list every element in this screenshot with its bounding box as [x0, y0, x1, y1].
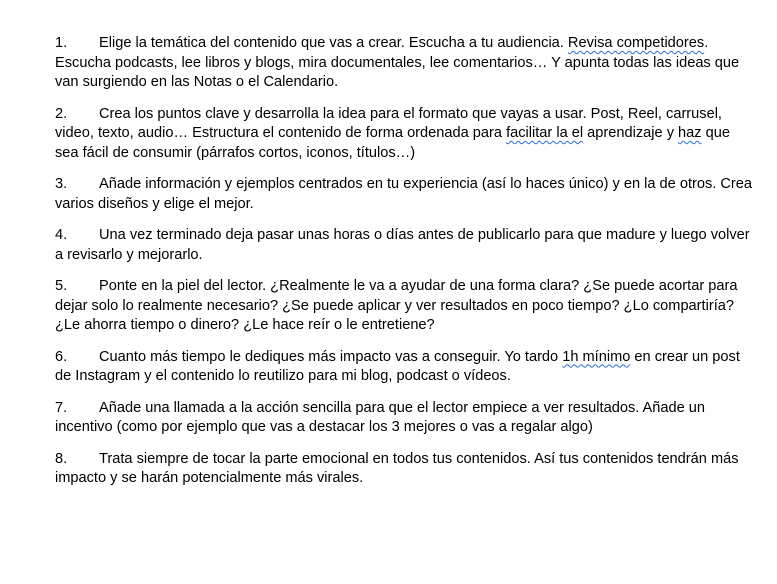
item-number: 4.	[55, 227, 68, 244]
list-item-1	[55, 34, 755, 93]
list-item-4	[55, 226, 755, 265]
item-number: 7.	[55, 399, 68, 416]
item-text: que sea fácil de consumir (párrafos cortos, iconos, títulos…)	[55, 125, 730, 161]
item-text: Añade una llamada a la acción sencilla para que el lector empiece a ver resultados. Añade un incentivo (como por ejemplo que vas a destacar los 3 mejores o vas a regalar algo)	[55, 399, 706, 436]
item-number: 1.	[55, 35, 68, 51]
item-number: 3.	[55, 176, 68, 193]
item-number: 5.	[55, 278, 68, 295]
spelling-flagged-text: haz	[678, 125, 702, 142]
item-text: . Escucha podcasts, lee libros y blogs, mira documentales, lee comentarios… Y apunta todas las ideas que van surgiendo en las Notas o el Calendario.	[55, 35, 740, 91]
item-text: Añade información y ejemplos centrados en tu experiencia (así lo haces único) y en la de otros. Crea varios diseños y elige el mejor.	[55, 176, 753, 212]
list-item-2	[55, 105, 755, 164]
list-item-7	[55, 399, 755, 438]
item-text: en crear un post de Instagram y el contenido lo reutilizo para mi blog, podcast o vídeos.	[55, 348, 740, 385]
list-item-6	[55, 348, 755, 387]
spelling-flagged-text: 1h mínimo	[562, 348, 631, 365]
spelling-flagged-text: Revisa competidores	[567, 35, 705, 51]
item-text: Trata siempre de tocar la parte emocional en todos tus contenidos. Así tus contenidos tendrán más impacto y se harán potencialmente más virales.	[55, 450, 739, 487]
item-text: Una vez terminado deja pasar unas horas o días antes de publicarlo para que madure y luego volver a revisarlo y mejorarlo.	[55, 227, 750, 263]
item-text: aprendizaje y	[583, 125, 679, 142]
list-item-3	[55, 175, 755, 214]
list-item-8	[55, 450, 755, 489]
list-item-5	[55, 277, 755, 336]
item-number: 8.	[55, 450, 68, 467]
item-text: Cuanto más tiempo le dediques más impacto vas a conseguir. Yo tardo	[99, 348, 563, 365]
item-text: Ponte en la piel del lector. ¿Realmente le va a ayudar de una forma clara? ¿Se puede acortar para dejar solo lo realmente necesario? ¿Se puede aplicar y ver resultados en poco tiempo? ¿Lo compartiría? ¿Le ahorra tiempo o dinero? ¿Le hace reír o le entretiene?	[55, 278, 738, 334]
item-number: 2.	[55, 105, 68, 122]
item-number: 6.	[55, 348, 68, 365]
item-text: Elige la temática del contenido que vas a crear. Escucha a tu audiencia.	[99, 35, 568, 51]
document-body	[55, 34, 755, 501]
item-text: Crea los puntos clave y desarrolla la idea para el formato que vayas a usar. Post, Reel, carrusel, video, texto, audio… Estructura el contenido de forma ordenada para	[55, 105, 722, 142]
spelling-flagged-text: facilitar la el	[506, 125, 584, 142]
